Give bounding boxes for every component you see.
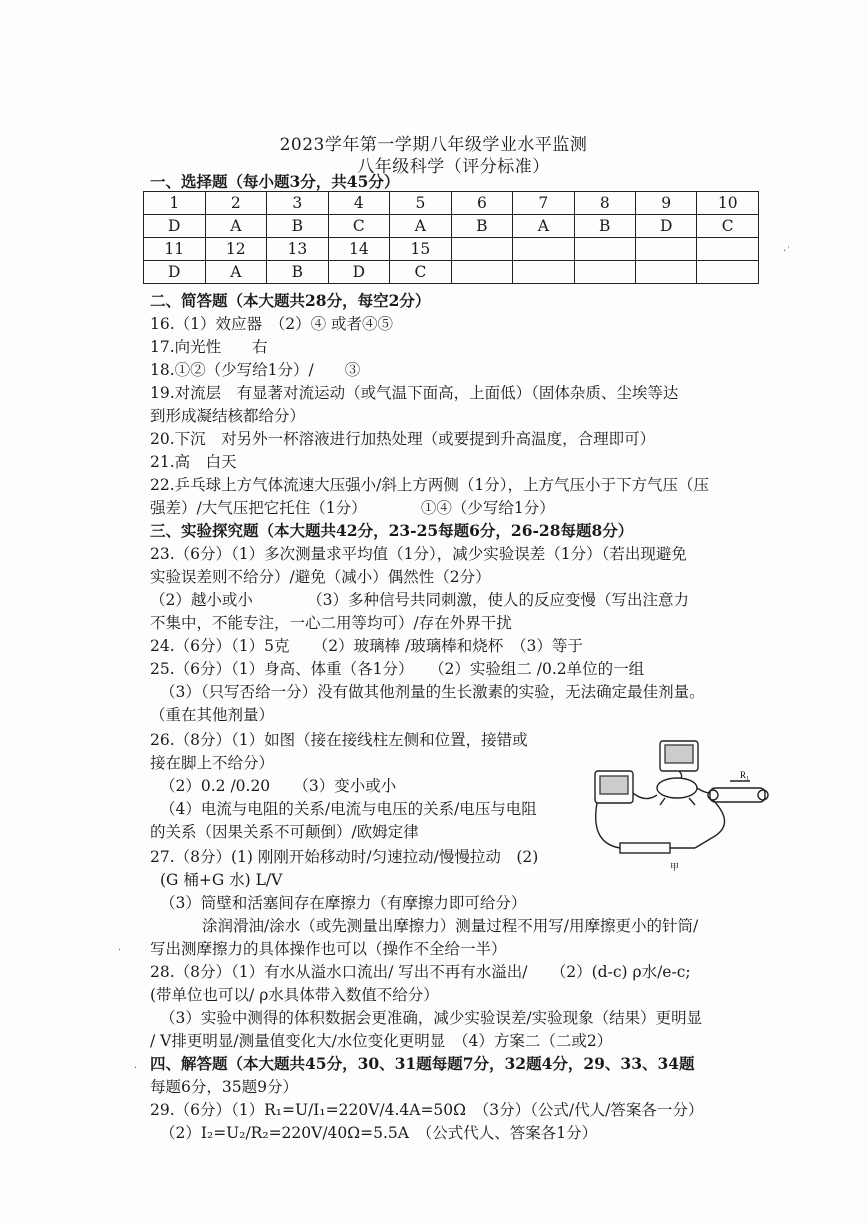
- answer-table-cell: C: [390, 261, 452, 284]
- q28-answer-line3: （3）实验中测得的体积数据会更准确，减少实验误差/实验现象（结果）更明显: [160, 1009, 703, 1027]
- q22-answer-line2: 强差）/大气压把它托住（1分） ①④（少写给1分）: [150, 499, 555, 517]
- q25-answer-line2: （3）（只写否给一分）没有做其他剂量的生长激素的实验，无法确定最佳剂量。: [160, 683, 705, 701]
- answer-table-cell: 13: [267, 238, 329, 261]
- answer-table-cell: D: [635, 215, 696, 238]
- q22-answer-line1: 22.乒乓球上方气体流速大压强小/斜上方两侧（1分），上方气压小于下方气压（压: [150, 476, 709, 494]
- section-4-heading-line2: 每题6分，35题9分）: [150, 1078, 298, 1096]
- answer-table-cell: 1: [144, 192, 206, 215]
- q28-answer-line2: (带单位也可以/ ρ水具体带入数值不给分）: [150, 986, 439, 1004]
- q21-answer: 21.高 白天: [150, 453, 237, 471]
- q23-answer-line3: （2）越小或小 （3）多种信号共同刺激，使人的反应变慢（写出注意力: [150, 591, 689, 609]
- section-3-heading: 三、实验探究题（本大题共42分，23-25每题6分，26-28每题8分）: [150, 521, 634, 540]
- answer-table-cell: 2: [205, 192, 267, 215]
- answer-table-cell: A: [205, 261, 267, 284]
- resistor: [657, 778, 697, 798]
- q29-answer-line2: （2）I₂=U₂/R₂=220V/40Ω=5.5A （公式代人、答案各1分）: [160, 1124, 598, 1142]
- answer-table-cell: C: [328, 215, 390, 238]
- q26-answer-line1: 26.（8分）（1）如图（接在接线柱左侧和位置，接错或: [150, 731, 528, 749]
- q26-answer-line4: （4）电流与电阻的关系/电流与电压的关系/电压与电阻: [160, 800, 537, 818]
- q19-answer-line2: 到形成凝结核都给分）: [150, 407, 306, 425]
- section-1-heading: 一、选择题（每小题3分，共45分）: [150, 172, 400, 191]
- section-2-heading: 二、简答题（本大题共28分，每空2分）: [150, 291, 431, 310]
- answer-table-cell: [635, 238, 696, 261]
- answer-table-cell: 8: [574, 192, 635, 215]
- answer-table-cell: 4: [328, 192, 390, 215]
- answer-table-cell: A: [205, 215, 267, 238]
- answer-table-cell: 6: [451, 192, 512, 215]
- q27-answer-line4: 涂润滑油/涂水（或先测量出摩擦力）测量过程不用写/用摩擦更小的针筒/: [202, 917, 699, 935]
- battery: [620, 843, 670, 853]
- answer-table-cell: B: [451, 215, 512, 238]
- answer-table-cell: B: [267, 215, 329, 238]
- q19-answer-line1: 19.对流层 有显著对流运动（或气温下面高，上面低）（固体杂质、尘埃等达: [150, 384, 679, 402]
- q26-answer-line3: （2）0.2 /0.20 （3）变小或小: [160, 777, 397, 795]
- answer-table-cell: 14: [328, 238, 390, 261]
- q27-answer-line5: 写出测摩擦力的具体操作也可以（操作不全给一半）: [150, 940, 507, 958]
- figure-label: 甲: [670, 862, 680, 872]
- answer-table-cell: 12: [205, 238, 267, 261]
- q28-answer-line1: 28.（8分）（1）有水从溢水口流出/ 写出不再有水溢出/ （2）(d-c) ρ水/e-c;: [150, 963, 691, 981]
- q23-answer-line2: 实验误差则不给分）/避免（减小）偶然性（2分）: [150, 568, 491, 586]
- multiple-choice-answer-table: [143, 191, 759, 284]
- section-4-heading-line1: 四、解答题（本大题共45分，30、31题每题7分，32题4分，29、33、34题: [150, 1054, 695, 1073]
- answer-table-cell: [451, 238, 512, 261]
- answer-table-cell: D: [144, 261, 206, 284]
- q18-answer: 18.①②（少写给1分）/ ③: [150, 361, 361, 379]
- answer-table-cell: [513, 238, 574, 261]
- answer-table-row: [144, 238, 759, 261]
- answer-table-row: [144, 261, 759, 284]
- q27-answer-line3: （3）筒壁和活塞间存在摩擦力（有摩擦力即可给分）: [160, 894, 527, 912]
- q16-answer: 16.（1）效应器 （2）④ 或者④⑤: [150, 315, 394, 333]
- q26-answer-line2: 接在脚上不给分）: [150, 754, 275, 772]
- circuit-diagram-figure: [585, 733, 785, 873]
- answer-table-cell: 15: [390, 238, 452, 261]
- scan-speck: ·: [118, 945, 122, 956]
- scan-speck: ·˙: [783, 246, 792, 257]
- q27-answer-line2: (G 桶+G 水) L/V: [160, 871, 283, 889]
- answer-table-cell: D: [328, 261, 390, 284]
- answer-table-cell: 3: [267, 192, 329, 215]
- answer-table-cell: 9: [635, 192, 696, 215]
- q17-answer: 17.向光性 右: [150, 338, 268, 356]
- answer-table-cell: [697, 238, 759, 261]
- answer-table-cell: 11: [144, 238, 206, 261]
- answer-table-row: [144, 192, 759, 215]
- q23-answer-line1: 23.（6分）（1）多次测量求平均值（1分），减少实验误差（1分）（若出现避免: [150, 545, 687, 563]
- page-title: 2023学年第一学期八年级学业水平监测: [279, 135, 588, 155]
- q24-answer: 24.（6分）（1）5克 （2）玻璃棒 /玻璃棒和烧杯 （3）等于: [150, 637, 583, 655]
- q27-answer-line1: 27.（8分）(1) 刚刚开始移动时/匀速拉动/慢慢拉动 (2): [150, 848, 539, 866]
- q26-answer-line5: 的关系（因果关系不可颠倒）/欧姆定律: [150, 823, 419, 841]
- answer-table-cell: B: [267, 261, 329, 284]
- answer-table-cell: [574, 238, 635, 261]
- answer-table-cell: [635, 261, 696, 284]
- q25-answer-line1: 25.（6分）（1）身高、体重（各1分） （2）实验组二 /0.2单位的一组: [150, 660, 645, 678]
- answer-table-cell: A: [390, 215, 452, 238]
- answer-table-cell: [451, 261, 512, 284]
- answer-table-cell: 10: [697, 192, 759, 215]
- answer-table-cell: [697, 261, 759, 284]
- q20-answer: 20.下沉 对另外一杯溶液进行加热处理（或要提到升高温度，合理即可）: [150, 430, 656, 448]
- q23-answer-line4: 不集中，不能专注，一心二用等均可）/存在外界干扰: [150, 614, 512, 632]
- answer-table-cell: [513, 261, 574, 284]
- figure-r-label: R₁: [740, 770, 750, 780]
- scan-speck: ·: [134, 1063, 138, 1074]
- q28-answer-line4: / V排更明显/测量值变化大/水位变化更明显 （4）方案二（二或2）: [150, 1032, 613, 1050]
- answer-table-cell: C: [697, 215, 759, 238]
- page-subtitle: 八年级科学（评分标准）: [357, 157, 550, 177]
- answer-table-cell: 7: [513, 192, 574, 215]
- answer-table-cell: [574, 261, 635, 284]
- answer-table-cell: 5: [390, 192, 452, 215]
- answer-table-cell: D: [144, 215, 206, 238]
- answer-table-cell: B: [574, 215, 635, 238]
- answer-table-row: [144, 215, 759, 238]
- q25-answer-line3: （重在其他剂量）: [150, 706, 275, 724]
- q29-answer-line1: 29.（6分）（1）R₁=U/I₁=220V/4.4A=50Ω （3分）（公式/代人/答案各一分）: [150, 1101, 704, 1119]
- answer-table-cell: A: [513, 215, 574, 238]
